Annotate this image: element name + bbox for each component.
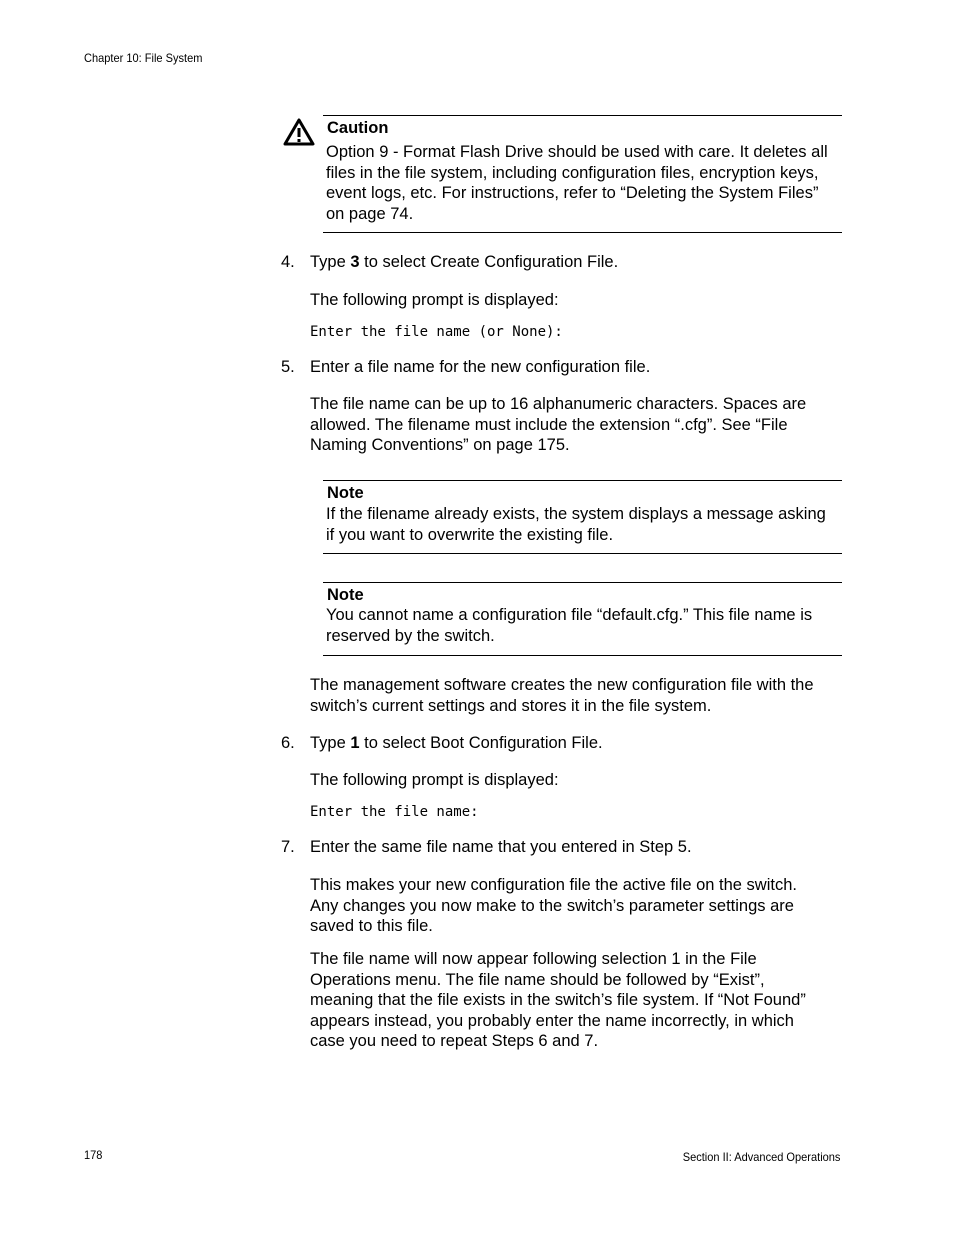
paragraph-line: allowed. The filename must include the extension “.cfg”. See “File: [310, 415, 788, 434]
paragraph-line: Any changes you now make to the switch’s parameter settings are: [310, 896, 794, 915]
step-6-text: Type 1 to select Boot Configuration File.: [310, 734, 603, 752]
warning-icon: [283, 117, 315, 147]
paragraph-line: case you need to repeat Steps 6 and 7.: [310, 1032, 599, 1050]
note-line: If the filename already exists, the system displays a message asking: [326, 505, 826, 523]
file-menu-paragraph: [310, 949, 840, 1052]
caution-line: on page 74.: [326, 204, 414, 223]
note-line: reserved by the switch.: [326, 626, 495, 645]
caution-title: Caution: [327, 119, 389, 137]
paragraph-line: This makes your new configuration file the active file on the switch.: [310, 876, 797, 894]
step-5-text: Enter a file name for the new configuration file.: [310, 358, 651, 376]
page-number: 178: [84, 1148, 103, 1162]
note-1-bottom-rule: [323, 553, 842, 554]
paragraph-line: switch’s current settings and stores it in the file system.: [310, 696, 712, 715]
caution-line: event logs, etc. For instructions, refer to “Deleting the System Files”: [326, 184, 819, 202]
note-2-bottom-rule: [323, 655, 842, 656]
note-2-body: [326, 605, 846, 646]
paragraph-line: appears instead, you probably enter the name incorrectly, in which: [310, 1011, 794, 1030]
step-7-text: Enter the same file name that you entered in Step 5.: [310, 838, 692, 856]
prompt-intro: The following prompt is displayed:: [310, 771, 559, 789]
paragraph-line: Naming Conventions” on page 175.: [310, 436, 570, 454]
paragraph-line: The management software creates the new configuration file with the: [310, 676, 814, 694]
note-line: You cannot name a configuration file “default.cfg.” This file name is: [326, 606, 813, 624]
paragraph-line: meaning that the file exists in the switch’s file system. If “Not Found”: [310, 991, 806, 1009]
note-1-title: Note: [327, 484, 364, 502]
step-6-number: 6.: [281, 734, 295, 752]
note-1-top-rule: [323, 480, 842, 481]
prompt-intro: The following prompt is displayed:: [310, 291, 559, 309]
active-file-paragraph: [310, 875, 840, 937]
section-footer: Section II: Advanced Operations: [682, 1150, 840, 1164]
prompt-text: Enter the file name:: [310, 804, 479, 820]
step-4-number: 4.: [281, 253, 295, 271]
step-4-text: Type 3 to select Create Configuration File.: [310, 253, 619, 271]
note-line: if you want to overwrite the existing file.: [326, 525, 614, 544]
caution-bottom-rule: [323, 232, 842, 233]
step-4-key: 3: [350, 253, 360, 271]
prompt-text: Enter the file name (or None):: [310, 324, 563, 340]
caution-line: Option 9 - Format Flash Drive should be used with care. It deletes all: [326, 143, 828, 161]
paragraph-line: The file name will now appear following selection 1 in the File: [310, 950, 757, 968]
chapter-header: Chapter 10: File System: [84, 51, 203, 65]
note-2-title: Note: [327, 586, 364, 604]
section-footer-wrap: [600, 1148, 840, 1166]
caution-body: [326, 142, 846, 224]
filename-paragraph: [310, 394, 840, 456]
caution-top-rule: [323, 115, 842, 116]
note-2-top-rule: [323, 582, 842, 583]
note-1-body: [326, 504, 846, 545]
paragraph-line: saved to this file.: [310, 917, 433, 935]
paragraph-line: Operations menu. The file name should be followed by “Exist”,: [310, 970, 765, 989]
caution-line: files in the file system, including configuration files, encryption keys,: [326, 163, 819, 182]
management-paragraph: [310, 675, 840, 716]
step-5-number: 5.: [281, 358, 295, 376]
step-6-key: 1: [350, 734, 360, 752]
step-7-number: 7.: [281, 838, 295, 856]
paragraph-line: The file name can be up to 16 alphanumeric characters. Spaces are: [310, 395, 807, 413]
